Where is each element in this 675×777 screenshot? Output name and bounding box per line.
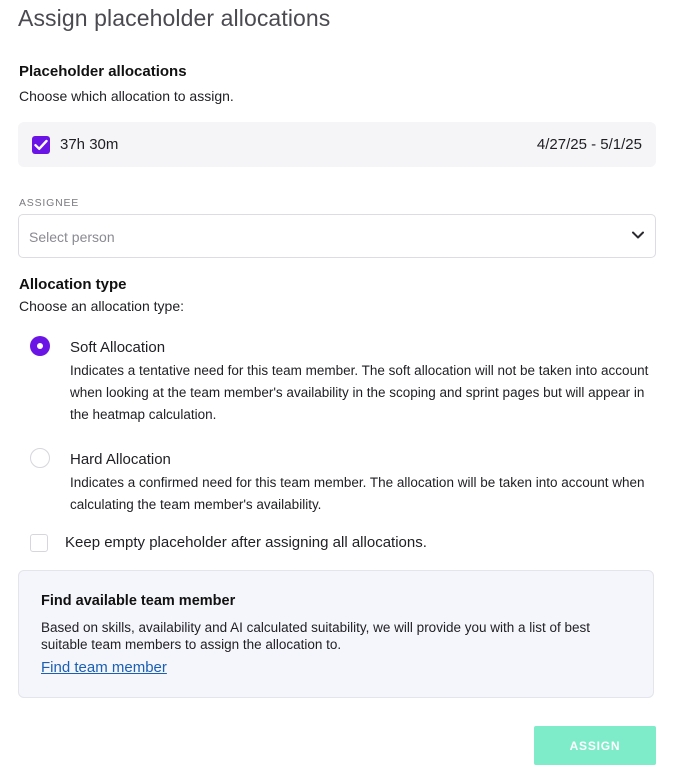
find-member-heading: Find available team member: [41, 593, 236, 609]
allocation-hours: 37h 30m: [60, 136, 119, 153]
page-title: Assign placeholder allocations: [18, 5, 331, 31]
soft-allocation-title[interactable]: Soft Allocation: [70, 339, 166, 356]
allocation-row[interactable]: [18, 122, 656, 167]
allocation-dates: 4/27/25 - 5/1/25: [536, 136, 642, 153]
hard-allocation-radio[interactable]: [30, 448, 50, 468]
allocation-type-subtext: Choose an allocation type:: [19, 298, 184, 314]
placeholder-allocations-subtext: Choose which allocation to assign.: [19, 88, 234, 104]
check-icon: [34, 139, 48, 151]
allocation-type-heading: Allocation type: [19, 276, 127, 293]
hard-allocation-title[interactable]: Hard Allocation: [70, 451, 171, 468]
chevron-down-icon[interactable]: [631, 230, 645, 240]
allocation-checkbox[interactable]: [32, 136, 50, 154]
hard-allocation-description: Indicates a confirmed need for this team member. The allocation will be taken into account when calculating the team member's availability.: [70, 475, 645, 512]
soft-allocation-radio[interactable]: [30, 336, 50, 356]
find-member-description: Based on skills, availability and AI calculated suitability, we will provide you with a list of best suitable team members to assign the allocation to.: [41, 620, 591, 652]
assignee-select[interactable]: [18, 214, 656, 258]
find-team-member-link[interactable]: Find team member: [41, 659, 167, 676]
assignee-label: ASSIGNEE: [19, 197, 80, 209]
assign-button[interactable]: ASSIGN: [534, 726, 656, 765]
keep-placeholder-checkbox[interactable]: [30, 534, 48, 552]
find-member-card: [18, 570, 654, 698]
radio-dot: [37, 343, 43, 349]
soft-allocation-description: Indicates a tentative need for this team member. The soft allocation will not be taken into account when looking at the team member's availability in the scoping and sprint pages but will appear in the heatmap calculation.: [70, 363, 649, 422]
assignee-placeholder: Select person: [29, 229, 115, 245]
keep-placeholder-label[interactable]: Keep empty placeholder after assigning all allocations.: [65, 534, 427, 551]
placeholder-allocations-heading: Placeholder allocations: [19, 63, 187, 80]
